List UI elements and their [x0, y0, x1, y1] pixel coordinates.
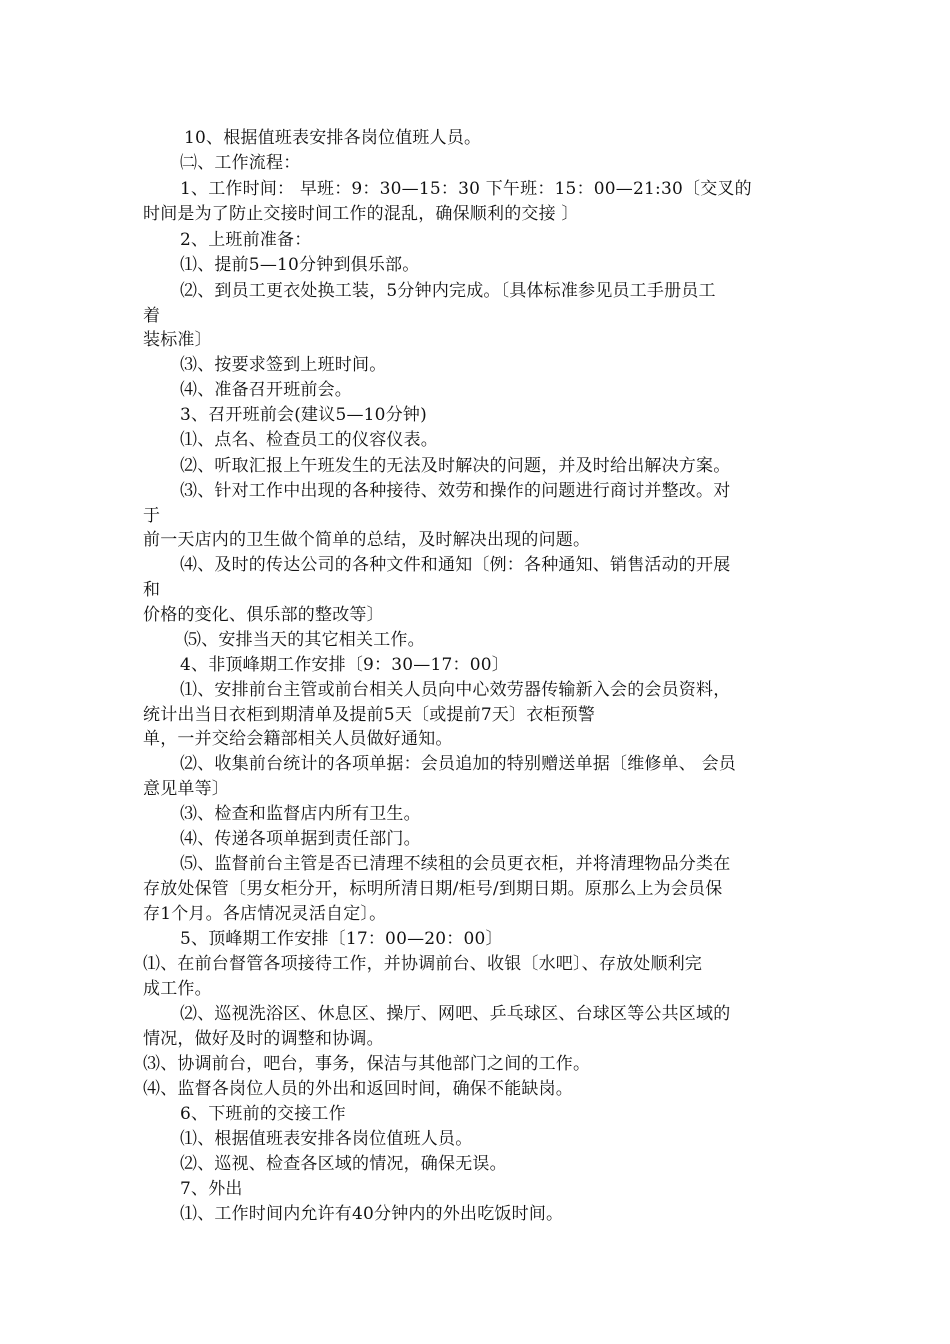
- text-line: 10、根据值班表安排各岗位值班人员。: [184, 128, 482, 148]
- text-line: ⑵、收集前台统计的各项单据：会员追加的特别赠送单据〔维修单、 会员: [180, 754, 737, 774]
- text-line: ⑵、巡视、检查各区域的情况，确保无误。: [180, 1154, 507, 1174]
- text-line: 着: [143, 306, 161, 326]
- text-line: ⑶、针对工作中出现的各种接待、效劳和操作的问题进行商讨并整改。对: [180, 481, 731, 501]
- text-line: ⑸、监督前台主管是否已清理不续租的会员更衣柜，并将清理物品分类在: [180, 854, 731, 874]
- text-line: ⑷、及时的传达公司的各种文件和通知〔例：各种通知、销售活动的开展: [180, 555, 731, 575]
- text-line: ⑸、安排当天的其它相关工作。: [184, 630, 425, 650]
- text-line: ⑴、工作时间内允许有40分钟内的外出吃饭时间。: [180, 1204, 564, 1224]
- text-line: 和: [143, 580, 161, 600]
- text-line: 统计出当日衣柜到期清单及提前5天〔或提前7天〕衣柜预警: [143, 705, 596, 725]
- text-line: ⑵、到员工更衣处换工装，5分钟内完成。〔具体标准参见员工手册员工: [180, 281, 716, 301]
- text-line: ⑷、准备召开班前会。: [180, 380, 352, 400]
- text-line: ⑴、安排前台主管或前台相关人员向中心效劳器传输新入会的会员资料，: [180, 680, 731, 700]
- text-line: 单，一并交给会籍部相关人员做好通知。: [143, 729, 453, 749]
- text-line: ⑶、按要求签到上班时间。: [180, 355, 387, 375]
- text-line: 存1个月。各店情况灵活自定〕。: [143, 904, 387, 924]
- text-line: 装标准〕: [143, 330, 212, 350]
- text-line: 价格的变化、俱乐部的整改等〕: [143, 605, 384, 625]
- subsection-heading: 2、上班前准备：: [180, 230, 312, 250]
- subsection-heading: 5、顶峰期工作安排〔17：00—20：00〕: [180, 929, 503, 949]
- text-line: ⑵、听取汇报上午班发生的无法及时解决的问题，并及时给出解决方案。: [180, 456, 731, 476]
- subsection-heading: 7、外出: [180, 1179, 243, 1199]
- text-line: ⑶、协调前台，吧台，事务，保洁与其他部门之间的工作。: [143, 1054, 591, 1074]
- text-line: ⑴、根据值班表安排各岗位值班人员。: [180, 1129, 473, 1149]
- text-line: 1、工作时间： 早班：9：30—15：30 下午班：15：00—21:30〔交叉的: [180, 179, 752, 199]
- text-line: ⑶、检查和监督店内所有卫生。: [180, 804, 421, 824]
- text-line: ⑵、巡视洗浴区、休息区、操厅、网吧、乒乓球区、台球区等公共区域的: [180, 1004, 731, 1024]
- subsection-heading: 6、下班前的交接工作: [180, 1104, 346, 1124]
- section-heading: ㈡、工作流程：: [180, 153, 301, 173]
- text-line: ⑴、提前5—10分钟到俱乐部。: [180, 255, 420, 275]
- subsection-heading: 3、召开班前会(建议5—10分钟): [180, 405, 427, 425]
- subsection-heading: 4、非顶峰期工作安排〔9：30—17：00〕: [180, 655, 509, 675]
- text-line: 于: [143, 506, 161, 526]
- text-line: ⑴、在前台督管各项接待工作，并协调前台、收银〔水吧〕、存放处顺利完: [143, 954, 703, 974]
- text-line: 情况，做好及时的调整和协调。: [143, 1029, 384, 1049]
- text-line: 前一天店内的卫生做个简单的总结，及时解决出现的问题。: [143, 530, 591, 550]
- text-line: 时间是为了防止交接时间工作的混乱，确保顺利的交接 〕: [143, 204, 579, 224]
- text-line: ⑴、点名、检查员工的仪容仪表。: [180, 430, 438, 450]
- text-line: 意见单等〕: [143, 779, 229, 799]
- text-line: ⑷、监督各岗位人员的外出和返回时间，确保不能缺岗。: [143, 1079, 573, 1099]
- text-line: 成工作。: [143, 979, 212, 999]
- text-line: 存放处保管〔男女柜分开，标明所清日期/柜号/到期日期。原那么上为会员保: [143, 879, 723, 899]
- text-line: ⑷、传递各项单据到责任部门。: [180, 829, 421, 849]
